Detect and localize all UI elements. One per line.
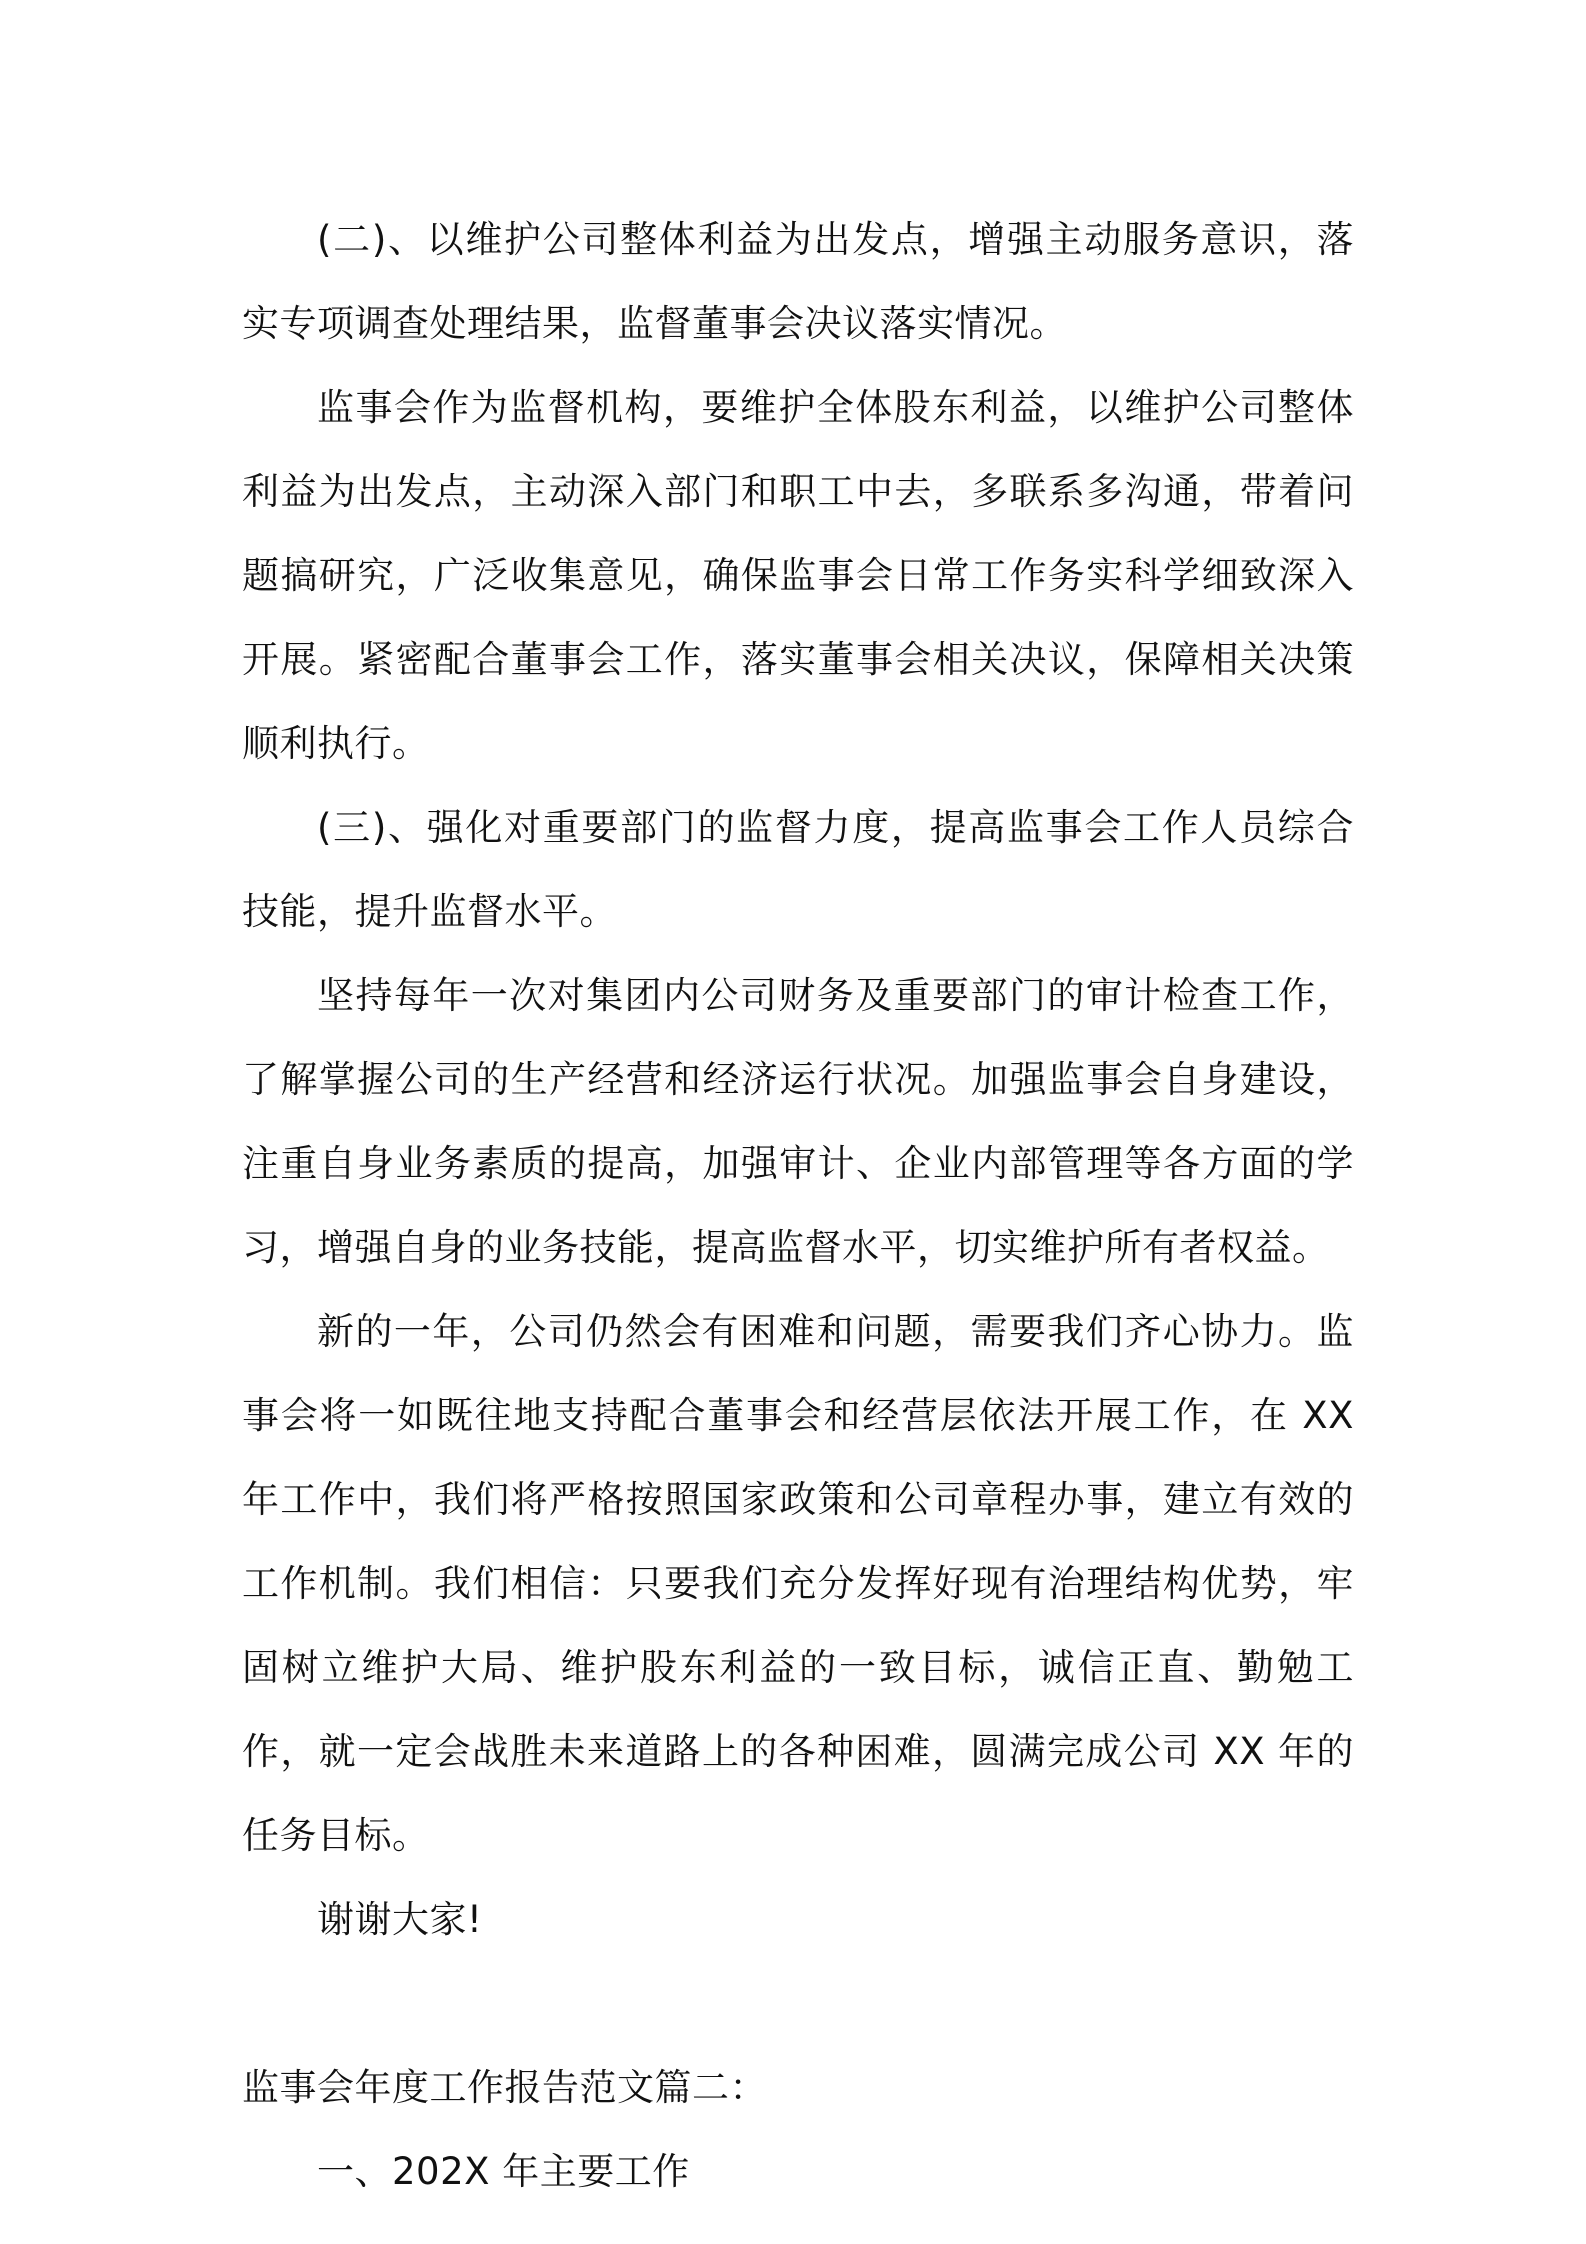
paragraph-new-year: 新的一年，公司仍然会有困难和问题，需要我们齐心协力。监事会将一如既往地支持配合董事会和经营层依法开展工作，在 XX 年工作中，我们将严格按照国家政策和公司章程办事，建立有效的工作机制。我们相信：只要我们充分发挥好现有治理结构优势，牢固树立维护大局、维护股东利益的一致目标，诚信正直、勤勉工作，就一定会战胜未来道路上的各种困难，圆满完成公司 XX 年的任务目标。: [242, 1310, 1354, 1857]
section-title: 监事会年度工作报告范文篇二：: [242, 2066, 767, 2109]
blank-line: [242, 1962, 1354, 2046]
paragraph-section-three: (三)、强化对重要部门的监督力度，提高监事会工作人员综合技能，提升监督水平。: [242, 806, 1354, 933]
paragraph-section-two: (二)、以维护公司整体利益为出发点，增强主动服务意识，落实专项调查处理结果，监督董事会决议落实情况。: [242, 218, 1354, 345]
paragraph-thanks: 谢谢大家!: [317, 1898, 483, 1941]
subheading: 一、202X 年主要工作: [317, 2150, 690, 2193]
document-body: [242, 198, 1354, 2214]
paragraph-supervision-body: 监事会作为监督机构，要维护全体股东利益，以维护公司整体利益为出发点，主动深入部门和职工中去，多联系多沟通，带着问题搞研究，广泛收集意见，确保监事会日常工作务实科学细致深入开展。紧密配合董事会工作，落实董事会相关决议，保障相关决策顺利执行。: [242, 386, 1354, 765]
paragraph-audit-body: 坚持每年一次对集团内公司财务及重要部门的审计检查工作，了解掌握公司的生产经营和经济运行状况。加强监事会自身建设，注重自身业务素质的提高，加强审计、企业内部管理等各方面的学习，增强自身的业务技能，提高监督水平，切实维护所有者权益。: [242, 974, 1354, 1269]
